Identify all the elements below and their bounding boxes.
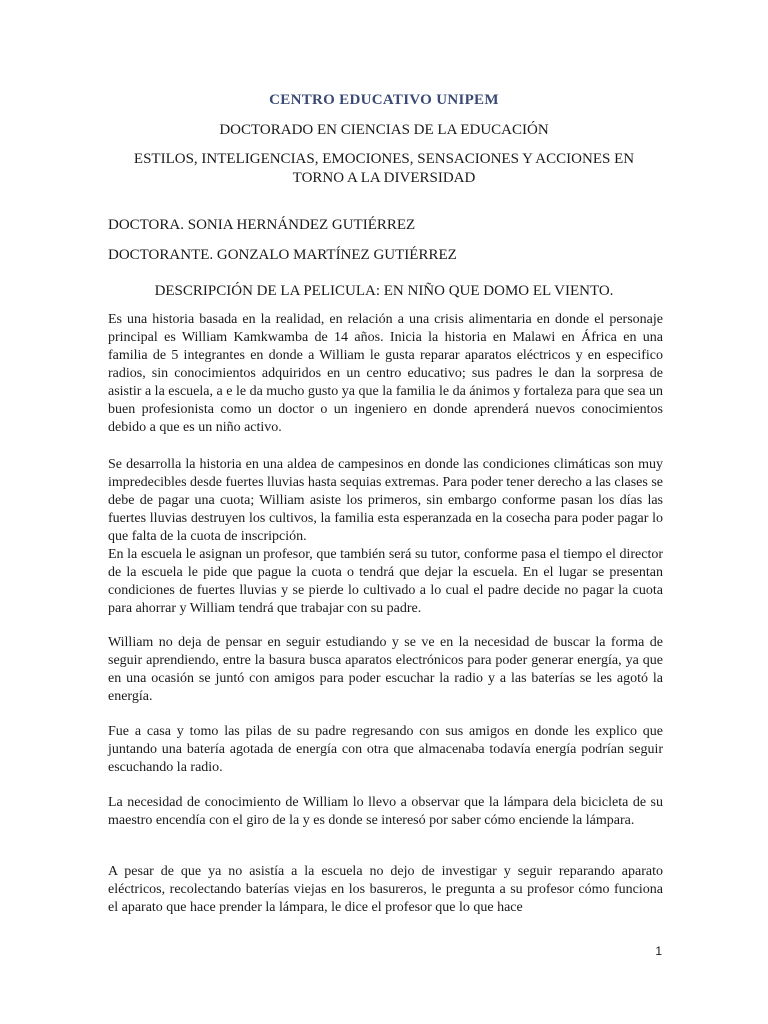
- paragraph: Se desarrolla la historia en una aldea de campesinos en donde las condiciones climáticas son muy impredecibles desde fuertes lluvias hasta sequias extremas. Para poder tener derecho a las clases se debe de pagar una cuota; William asiste los primeros, sin embargo conforme pasan los días las fuertes lluvias destruyen los cultivos, la familia esta esperanzada en la cosecha para poder pagar lo que falta de la cuota de inscripción.: [108, 457, 663, 544]
- doctor-name: DOCTORA. SONIA HERNÁNDEZ GUTIÉRREZ: [108, 217, 416, 233]
- paragraph: A pesar de que ya no asistía a la escuela no dejo de investigar y seguir reparando aparato eléctricos, recolectando baterías viejas en los basureros, le pregunta a su profesor cómo funciona el aparato que hace prender la lámpara, le dice el profesor que lo que hace: [108, 864, 663, 915]
- topic-title: ESTILOS, INTELIGENCIAS, EMOCIONES, SENSACIONES Y ACCIONES EN TORNO A LA DIVERSIDAD: [133, 151, 635, 186]
- paragraph: Es una historia basada en la realidad, en relación a una crisis alimentaria en donde el personaje principal es William Kamkwamba de 14 años. Inicia la historia en Malawi en África en una familia de 5 integrantes en donde a William le gusta reparar aparatos eléctricos y en especifico radios, sin conocimientos adquiridos en un centro educativo; sus padres le dan la sorpresa de asistir a la escuela, a e le da mucho gusto ya que la familia le da ánimos y fortaleza para que sea un buen profesionista como un doctor o un ingeniero en donde aprenderá nuevos conocimientos debido a que es un niño activo.: [108, 312, 663, 435]
- paragraph: Fue a casa y tomo las pilas de su padre regresando con sus amigos en donde les explico que juntando una batería agotada de energía con otra que almacenaba todavía energía podrían seguir escuchando la radio.: [108, 724, 663, 775]
- paragraph: En la escuela le asignan un profesor, que también será su tutor, conforme pasa el tiempo el director de la escuela le pide que pague la cuota o tendrá que dejar la escuela. En el lugar se presentan condiciones de fuertes lluvias y se pierde lo cultivado a lo cual el padre decide no pagar la cuota para ahorrar y William tendrá que trabajar con su padre.: [108, 547, 663, 616]
- program-title: DOCTORADO EN CIENCIAS DE LA EDUCACIÓN: [219, 122, 549, 138]
- movie-heading: DESCRIPCIÓN DE LA PELICULA: EN NIÑO QUE DOMO EL VIENTO.: [154, 283, 614, 299]
- paragraph: William no deja de pensar en seguir estudiando y se ve en la necesidad de buscar la forma de seguir aprendiendo, entre la basura busca aparatos electrónicos para poder generar energía, ya que en una ocasión se juntó con amigos para poder escuchar la radio y a las baterías se les agotó la energía.: [108, 635, 663, 704]
- student-name: DOCTORANTE. GONZALO MARTÍNEZ GUTIÉRREZ: [108, 247, 457, 263]
- institution-title: CENTRO EDUCATIVO UNIPEM: [269, 92, 499, 108]
- paragraph: La necesidad de conocimiento de William lo llevo a observar que la lámpara dela bicicleta de su maestro encendía con el giro de la y es donde se interesó por saber cómo enciende la lámpara.: [108, 795, 663, 828]
- page-number: 1: [655, 944, 662, 958]
